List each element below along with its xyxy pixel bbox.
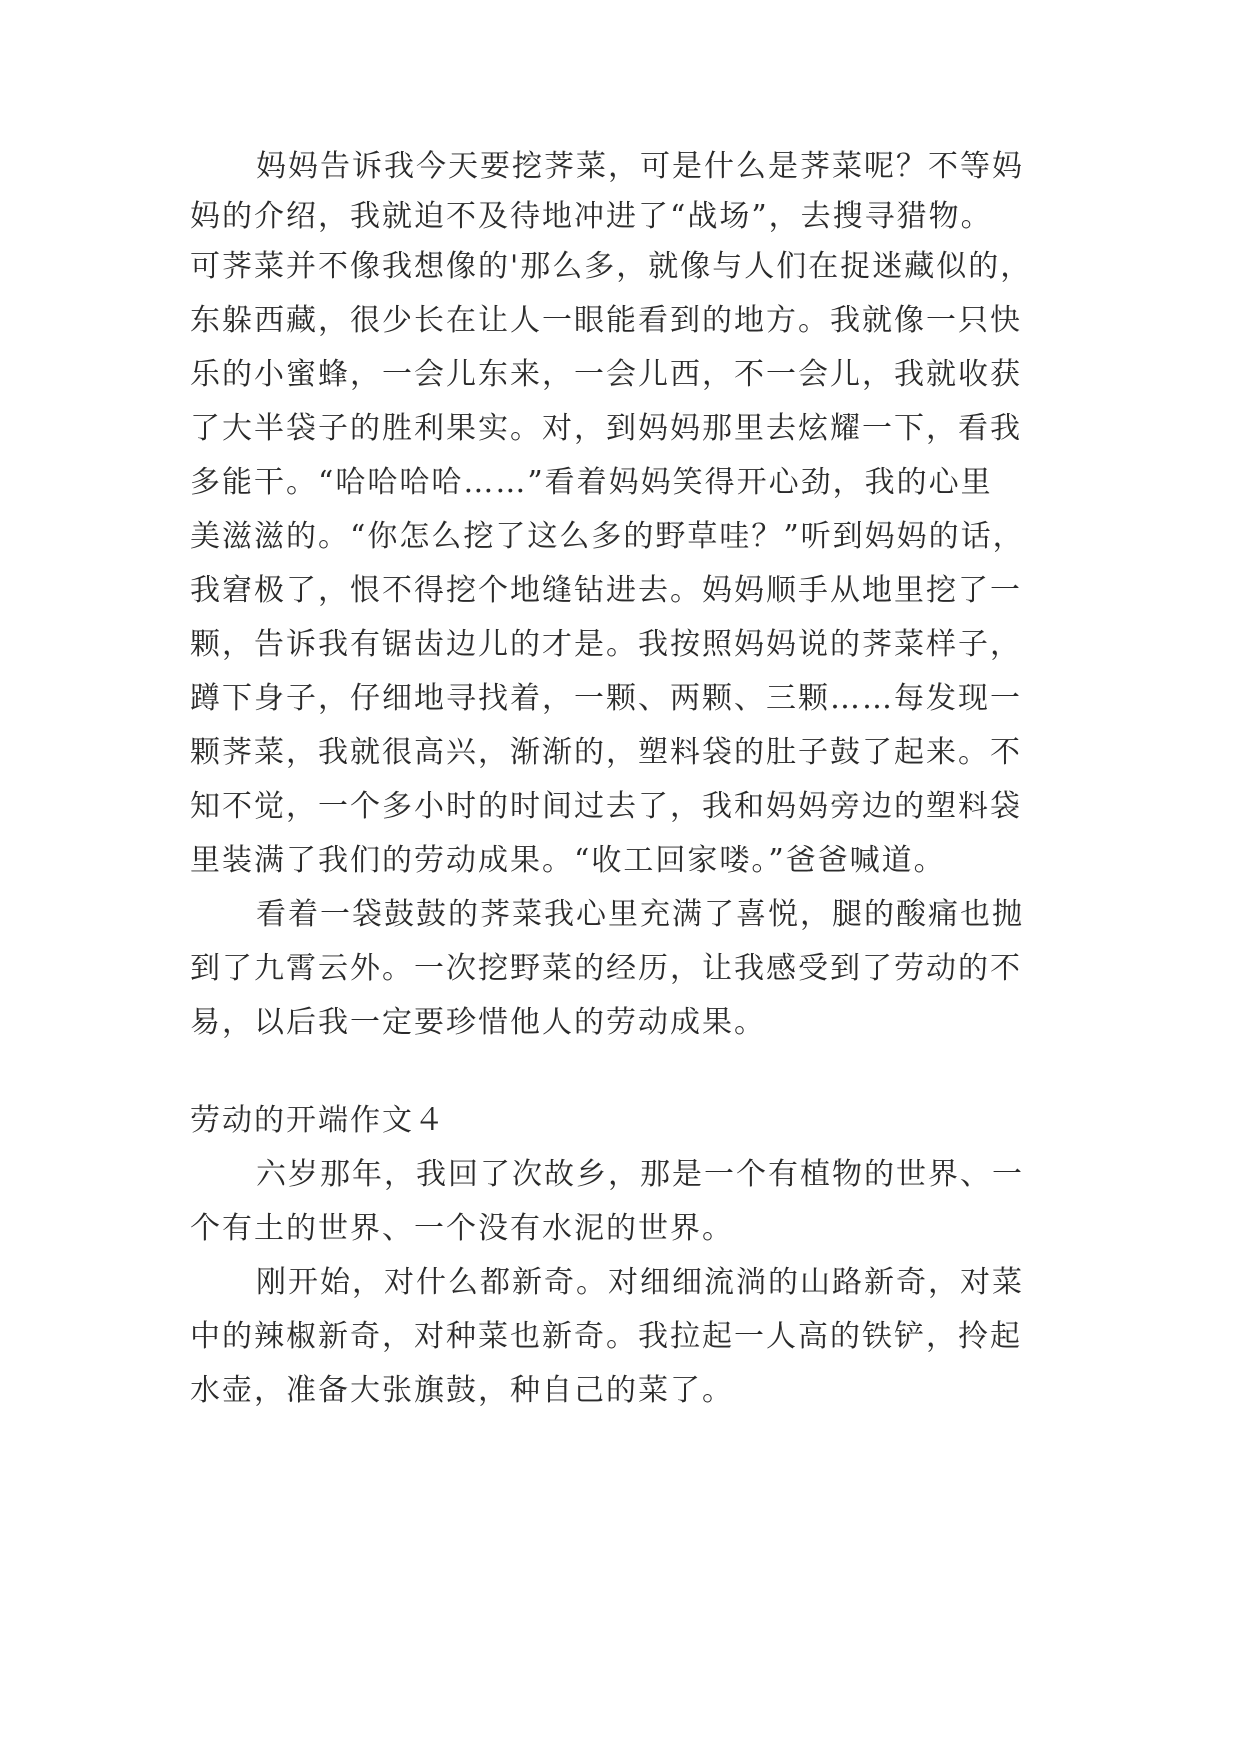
paragraph-line: 妈的介绍，我就迫不及待地冲进了“战场”，去搜寻猎物。	[190, 199, 993, 234]
paragraph-line: 蹲下身子，仔细地寻找着，一颗、两颗、三颗……每发现一	[190, 681, 1022, 716]
paragraph-line: 东躲西藏，很少长在让人一眼能看到的地方。我就像一只快	[190, 303, 1022, 338]
paragraph-line: 乐的小蜜蜂，一会儿东来，一会儿西，不一会儿，我就收获	[190, 357, 1022, 392]
paragraph-line: 妈妈告诉我今天要挖荠菜，可是什么是荠菜呢？不等妈	[256, 149, 1024, 184]
paragraph-line: 中的辣椒新奇，对种菜也新奇。我拉起一人高的铁铲，拎起	[190, 1319, 1022, 1354]
paragraph-line: 我窘极了，恨不得挖个地缝钻进去。妈妈顺手从地里挖了一	[190, 573, 1022, 608]
section-heading: 劳动的开端作文４	[190, 1103, 446, 1138]
paragraph-line: 颗荠菜，我就很高兴，渐渐的，塑料袋的肚子鼓了起来。不	[190, 735, 1022, 770]
paragraph-line: 颗，告诉我有锯齿边儿的才是。我按照妈妈说的荠菜样子，	[190, 627, 1022, 662]
paragraph-line: 个有土的世界、一个没有水泥的世界。	[190, 1211, 734, 1246]
paragraph-line: 知不觉，一个多小时的时间过去了，我和妈妈旁边的塑料袋	[190, 789, 1022, 824]
paragraph-line: 多能干。“哈哈哈哈……”看着妈妈笑得开心劲，我的心里	[190, 465, 993, 500]
paragraph-line: 水壶，准备大张旗鼓，种自己的菜了。	[190, 1373, 734, 1408]
paragraph-line: 易，以后我一定要珍惜他人的劳动成果。	[190, 1005, 766, 1040]
paragraph-line: 可荠菜并不像我想像的'那么多，就像与人们在捉迷藏似的，	[190, 249, 1033, 284]
paragraph-line: 美滋滋的。“你怎么挖了这么多的野草哇？”听到妈妈的话，	[190, 519, 1025, 554]
paragraph-line: 六岁那年，我回了次故乡，那是一个有植物的世界、一	[256, 1157, 1024, 1192]
paragraph-line: 了大半袋子的胜利果实。对，到妈妈那里去炫耀一下，看我	[190, 411, 1022, 446]
paragraph-line: 里装满了我们的劳动成果。“收工回家喽。”爸爸喊道。	[190, 843, 946, 878]
paragraph-line: 到了九霄云外。一次挖野菜的经历，让我感受到了劳动的不	[190, 951, 1022, 986]
paragraph-line: 看着一袋鼓鼓的荠菜我心里充满了喜悦，腿的酸痛也抛	[256, 897, 1024, 932]
paragraph-line: 刚开始，对什么都新奇。对细细流淌的山路新奇，对菜	[256, 1265, 1024, 1300]
